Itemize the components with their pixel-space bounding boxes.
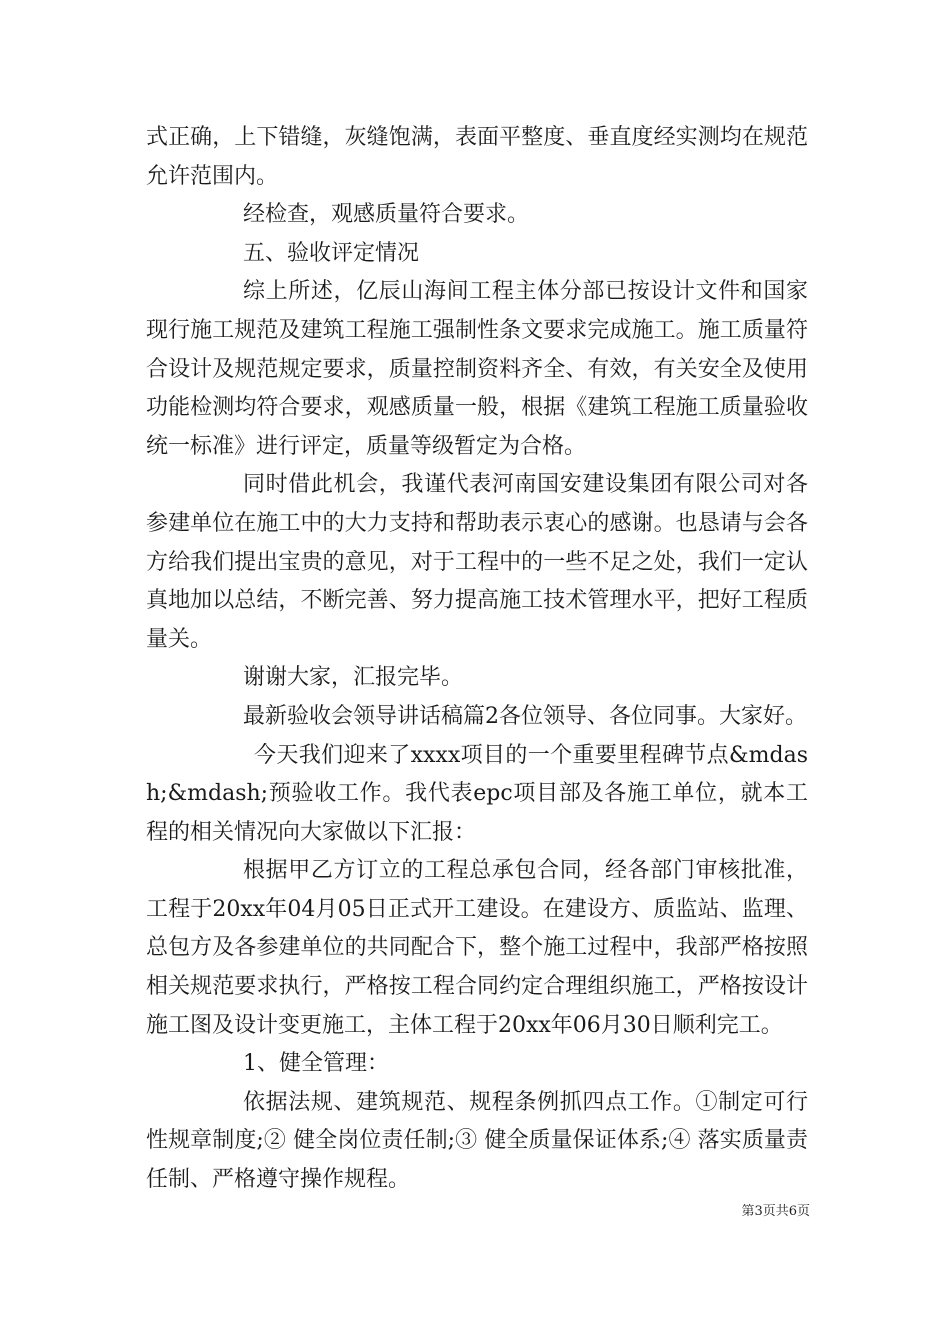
paragraph-inspection-result: 经检查，观感质量符合要求。 bbox=[243, 202, 530, 228]
paragraph-management-points: 依据法规、建筑规范、规程条例抓四点工作。①制定可行性规章制度;② 健全岗位责任制;③ 健全质量保证体系;④ 落实质量责任制、严格遵守操作规程。 bbox=[146, 1089, 808, 1193]
section-heading-acceptance: 五、验收评定情况 bbox=[243, 240, 420, 266]
section-heading-management: 1、健全管理： bbox=[243, 1051, 389, 1077]
paragraph-speech-title: 最新验收会领导讲话稿篇2各位领导、各位同事。大家好。 bbox=[243, 703, 807, 729]
paragraph-continuation: 式正确，上下错缝，灰缝饱满，表面平整度、垂直度经实测均在规范允许范围内。 bbox=[146, 125, 808, 189]
paragraph-thanks: 同时借此机会，我谨代表河南国安建设集团有限公司对各参建单位在施工中的大力支持和帮助表示衷心的感谢。也恳请与会各方给我们提出宝贵的意见，对于工程中的一些不足之处，我们一定认真地加以总结，不断完善、努力提高施工技术管理水平，把好工程质量关。 bbox=[146, 472, 808, 652]
paragraph-construction-history: 根据甲乙方订立的工程总承包合同，经各部门审核批准，工程于20xx年04月05日正式开工建设。在建设方、质监站、监理、总包方及各参建单位的共同配合下，整个施工过程中，我部严格按照相关规范要求执行，严格按工程合同约定合理组织施工，严格按设计施工图及设计变更施工，主体工程于20xx年06月30日顺利完工。 bbox=[146, 858, 808, 1038]
paragraph-summary: 综上所述，亿辰山海间工程主体分部已按设计文件和国家现行施工规范及建筑工程施工强制性条文要求完成施工。施工质量符合设计及规范规定要求，质量控制资料齐全、有效，有关安全及使用功能检测均符合要求，观感质量一般，根据《建筑工程施工质量验收统一标准》进行评定，质量等级暂定为合格。 bbox=[146, 279, 808, 459]
document-body bbox=[146, 119, 808, 1200]
paragraph-closing: 谢谢大家，汇报完毕。 bbox=[243, 665, 464, 691]
paragraph-milestone: 今天我们迎来了xxxx项目的一个重要里程碑节点&mdash;&mdash;预验收工作。我代表epc项目部及各施工单位，就本工程的相关情况向大家做以下汇报： bbox=[146, 742, 808, 845]
page-number: 第3页共6页 bbox=[741, 1204, 810, 1219]
